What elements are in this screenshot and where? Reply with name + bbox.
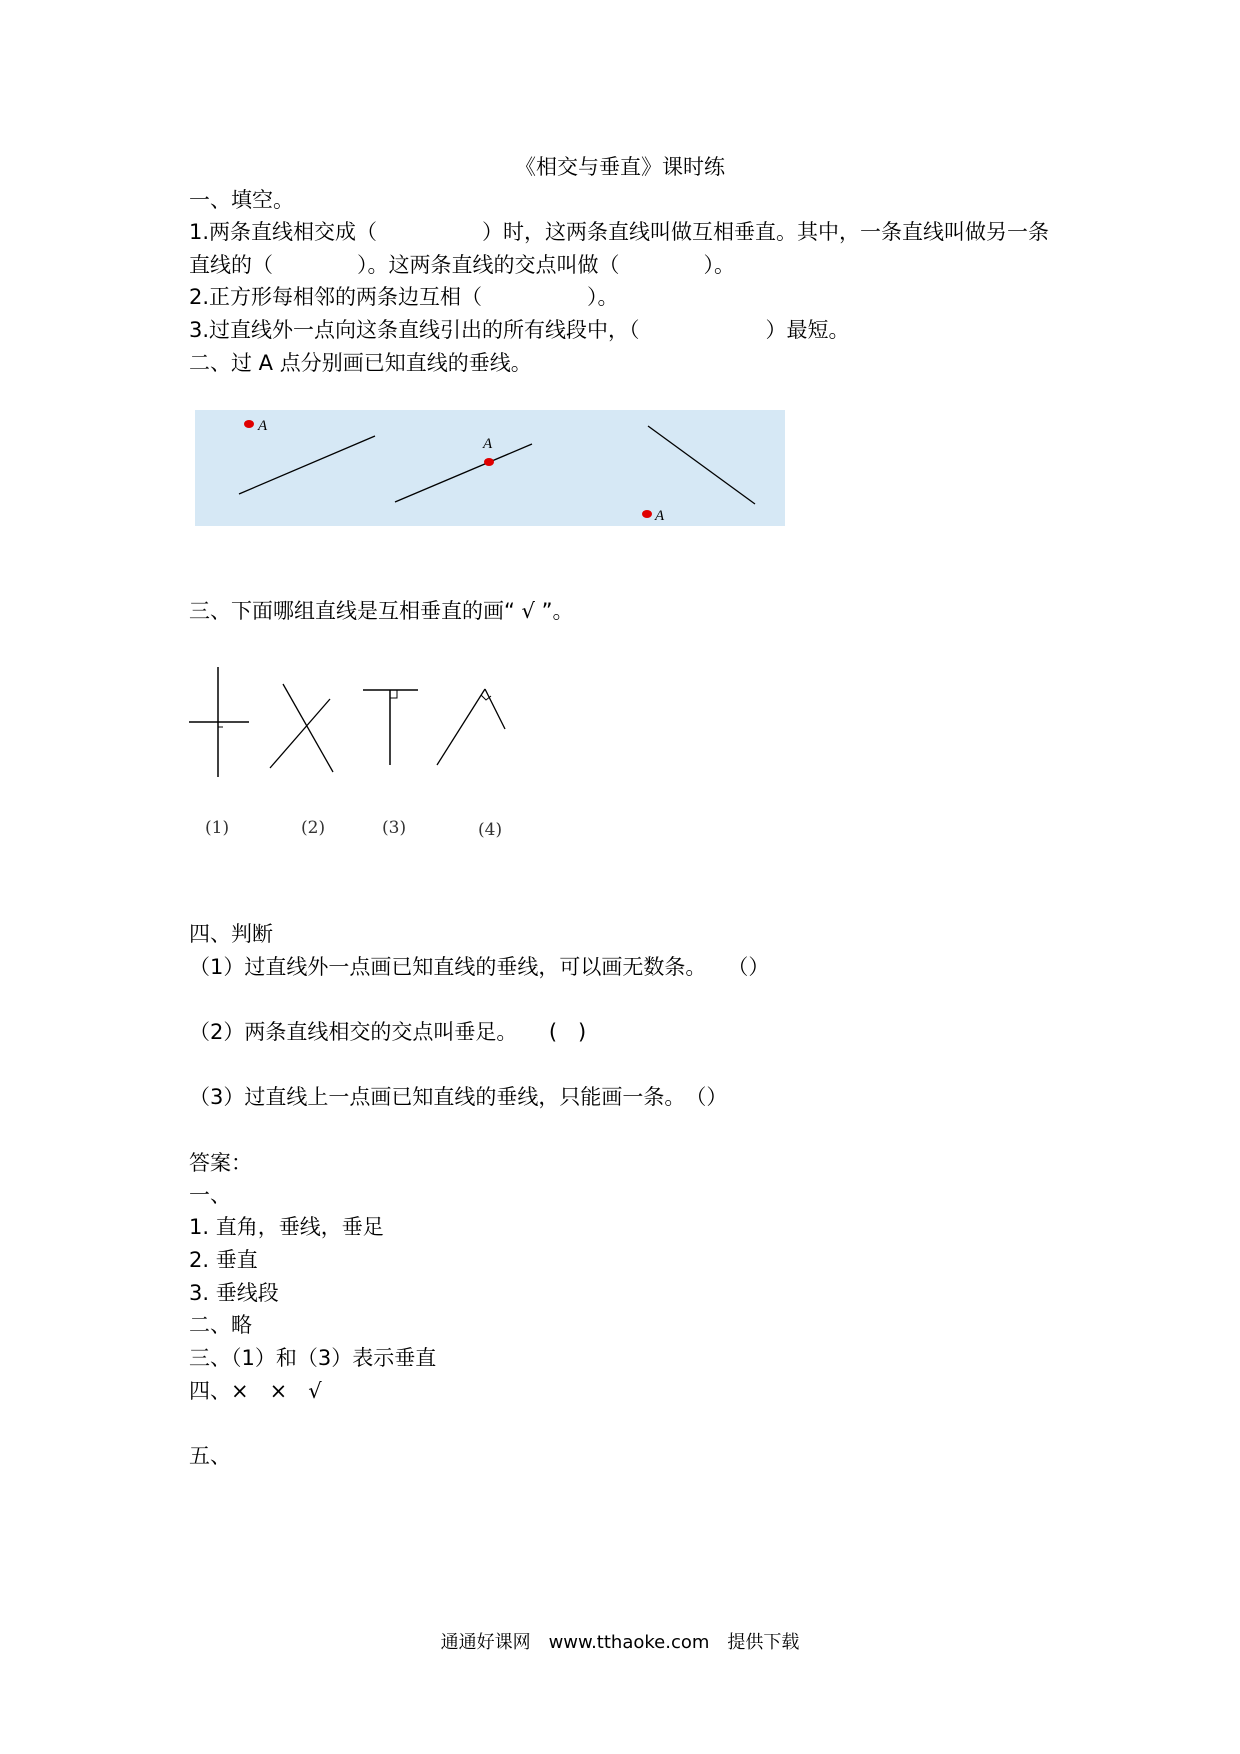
figure-label-1: (1) <box>205 818 230 838</box>
figure-label-4: (4) <box>478 820 503 840</box>
answer-line: 四、× × √ <box>189 1379 322 1403</box>
answer-line: 二、略 <box>189 1313 252 1337</box>
figure-label-3: (3) <box>382 818 407 838</box>
section4-heading: 四、判断 <box>189 922 273 946</box>
point-a-3 <box>642 510 652 518</box>
pair-2-line-a <box>283 684 333 772</box>
answer-line: 五、 <box>189 1444 231 1468</box>
question-1-line-2: 直线的（ ）。这两条直线的交点叫做（ ）。 <box>189 253 735 277</box>
perpendicular-drawing-figure <box>195 410 785 526</box>
judgement-item-2: （2）两条直线相交的交点叫垂足。 ( ) <box>189 1020 587 1044</box>
judgement-item-1: （1）过直线外一点画已知直线的垂线，可以画无数条。 （） <box>189 955 770 979</box>
section3-heading: 三、下面哪组直线是互相垂直的画“ √ ”。 <box>189 599 574 623</box>
answer-line: 2. 垂直 <box>189 1248 258 1272</box>
question-1-line-1: 1.两条直线相交成（ ）时，这两条直线叫做互相垂直。其中，一条直线叫做另一条 <box>189 220 1050 244</box>
answer-line: 一、 <box>189 1183 231 1207</box>
line-pairs-figure <box>185 665 515 780</box>
answer-line: 三、（1）和（3）表示垂直 <box>189 1346 437 1370</box>
point-a-label-2: A <box>483 436 493 452</box>
question-2: 2.正方形每相邻的两条边互相（ ）。 <box>189 285 619 309</box>
judgement-item-3: （3）过直线上一点画已知直线的垂线，只能画一条。 （） <box>189 1085 728 1109</box>
point-a-2 <box>484 458 494 466</box>
footer-credit: 通通好课网 www.tthaoke.com 提供下载 <box>440 1632 800 1653</box>
section2-heading: 二、过 A 点分别画已知直线的垂线。 <box>189 351 532 375</box>
pair-4-line-b <box>485 689 505 729</box>
point-a-1 <box>244 420 254 428</box>
point-a-label-1: A <box>258 418 268 434</box>
answer-line: 3. 垂线段 <box>189 1281 279 1305</box>
question-3: 3.过直线外一点向这条直线引出的所有线段中，（ ）最短。 <box>189 318 850 342</box>
answer-line: 1. 直角，垂线，垂足 <box>189 1215 384 1239</box>
pair-3-right-angle-mark <box>390 690 397 698</box>
figure-background <box>195 410 785 526</box>
pair-4-line-a <box>437 689 485 765</box>
page-title: 《相交与垂直》课时练 <box>515 155 725 179</box>
figure-label-2: (2) <box>301 818 326 838</box>
answers-heading: 答案： <box>189 1151 252 1175</box>
pair-2-line-b <box>270 699 330 768</box>
point-a-label-3: A <box>655 508 665 524</box>
section1-heading: 一、填空。 <box>189 188 294 212</box>
